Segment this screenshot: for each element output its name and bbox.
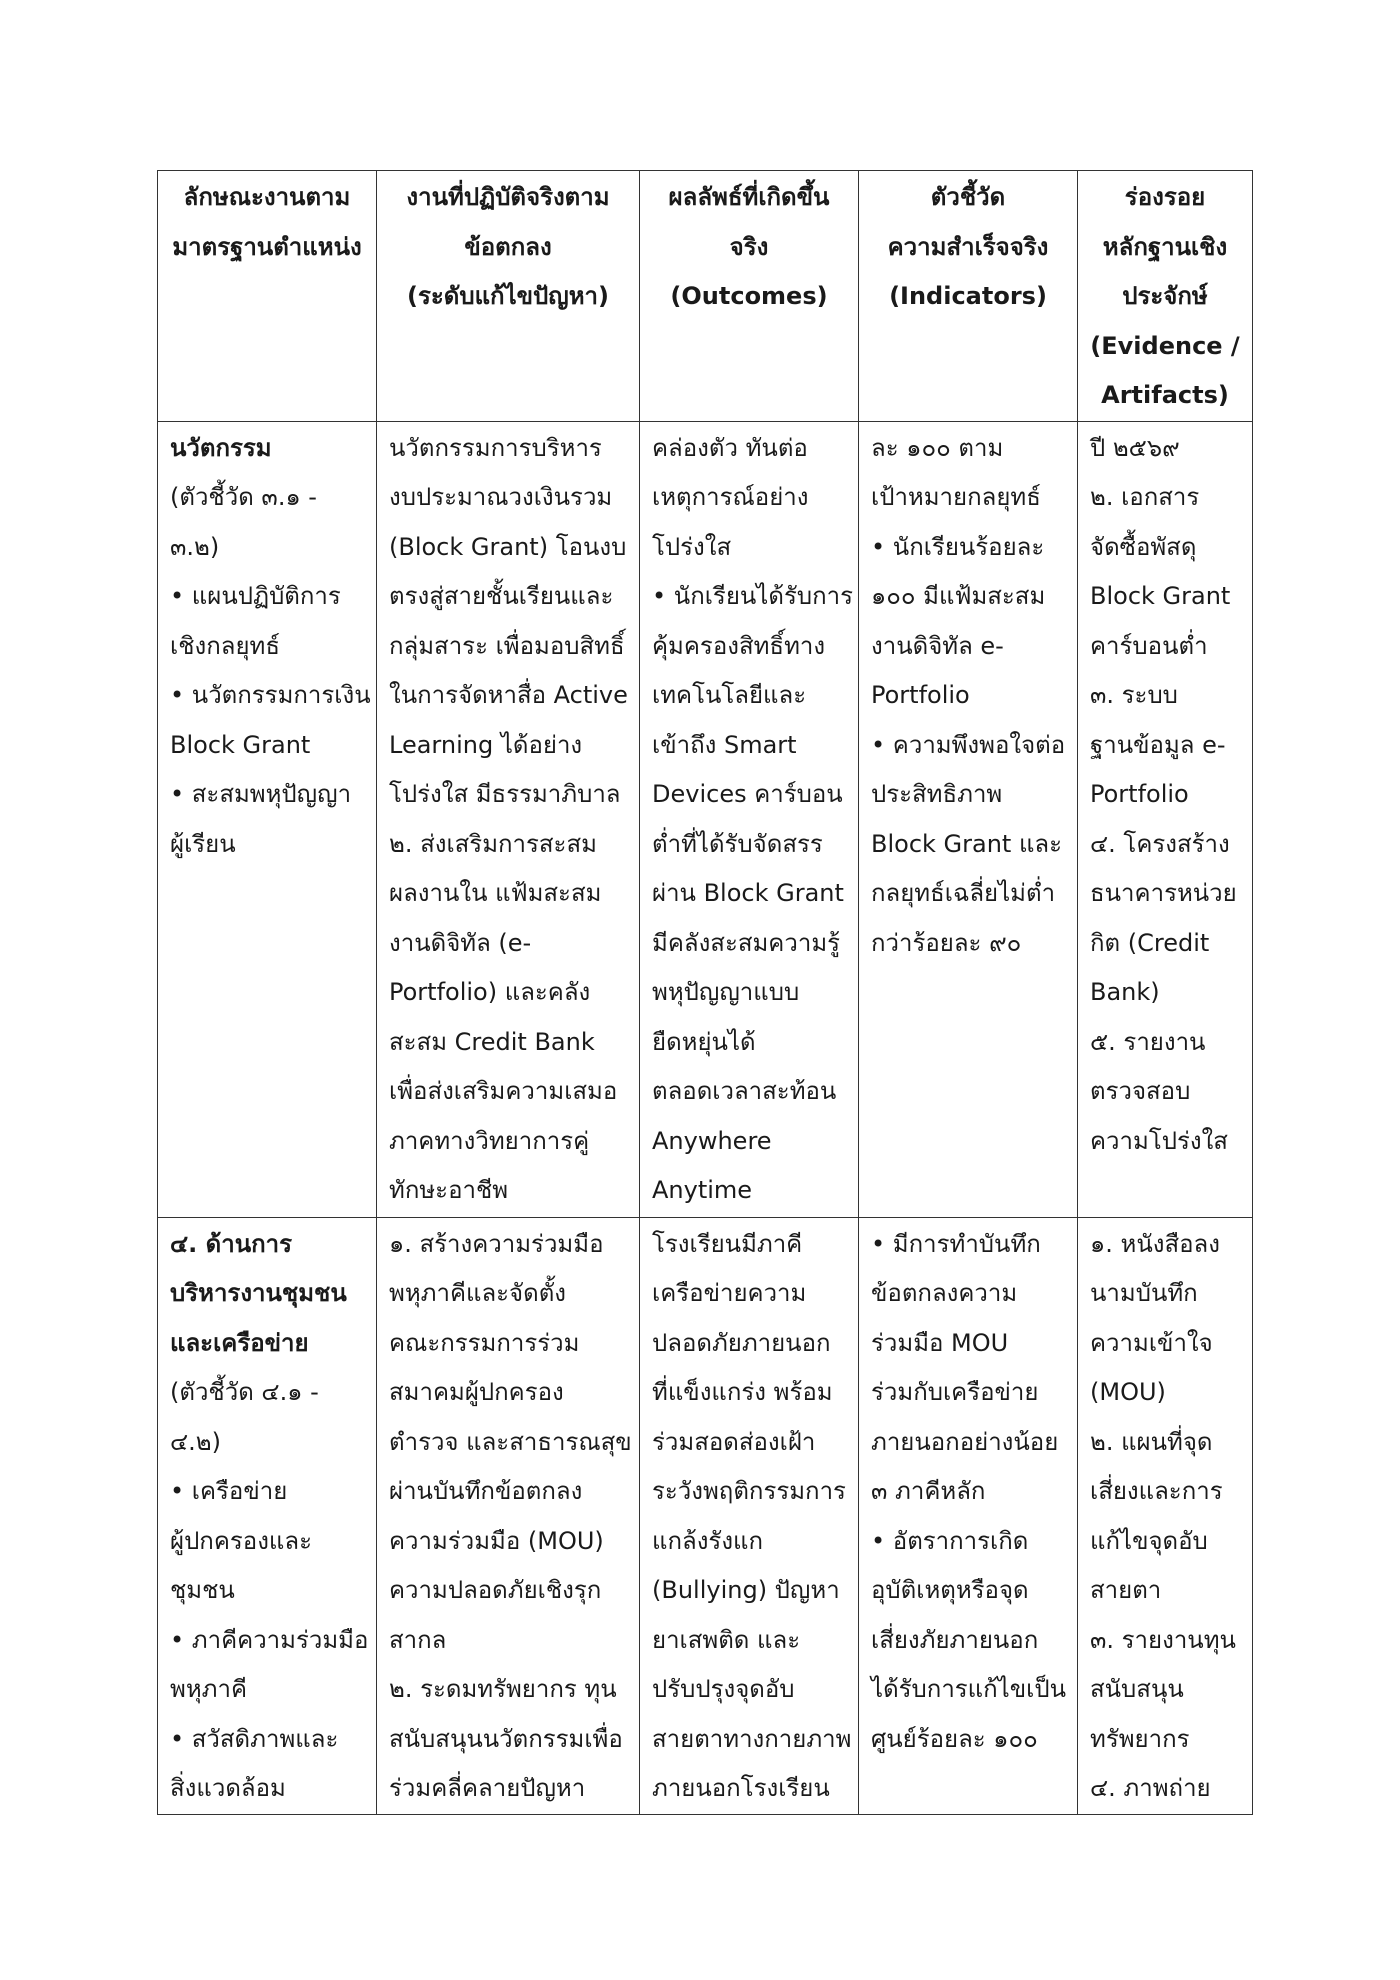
text-line: งานดิจิทัล (e-	[389, 928, 532, 957]
text-line: ความเข้าใจ	[1090, 1328, 1213, 1357]
text-line: (Evidence /	[1090, 331, 1240, 360]
text-line: • นักเรียนร้อยละ	[871, 532, 1045, 561]
text-line: คุ้มครองสิทธิ์ทาง	[652, 631, 826, 660]
text-line: ร่วมมือ MOU	[871, 1328, 1009, 1357]
text-line: Devices คาร์บอน	[652, 780, 843, 808]
text-line: เชิงกลยุทธ์	[170, 631, 280, 660]
text-line: เทคโนโลยีและ	[652, 681, 807, 709]
text-line: (Bullying) ปัญหา	[652, 1576, 840, 1604]
text-line: ทรัพยากร	[1090, 1724, 1190, 1753]
text-line: ทักษะอาชีพ	[389, 1176, 509, 1204]
cell-outcomes	[640, 421, 859, 1217]
text-line: ๓. รายงานทุน	[1090, 1625, 1236, 1654]
text-line: ฐานข้อมูล e-	[1090, 730, 1226, 759]
text-line: คาร์บอนต่ำ	[1090, 631, 1208, 660]
performance-table	[157, 170, 1253, 1815]
text-line: ที่แข็งแกร่ง พร้อม	[652, 1378, 833, 1406]
text-line: ภาคทางวิทยาการคู่	[389, 1126, 590, 1155]
text-line: (Block Grant) โอนงบ	[389, 532, 627, 561]
header-indicators	[859, 171, 1078, 422]
text-line: แกล้งรังแก	[652, 1526, 764, 1555]
text-line: • มีการทำบันทึก	[871, 1229, 1041, 1258]
text-line: ความสำเร็จจริง	[887, 232, 1049, 261]
text-line: ตรงสู่สายชั้นเรียนและ	[389, 582, 614, 610]
text-line: ข้อตกลง	[464, 232, 552, 261]
text-line: เข้าถึง Smart	[652, 730, 797, 759]
area-details	[170, 473, 371, 869]
text-line: Block Grant	[170, 730, 311, 759]
text-line: Block Grant	[1090, 582, 1231, 610]
text-line: ระวังพฤติกรรมการ	[652, 1477, 846, 1505]
text-line: สิ่งแวดล้อม	[170, 1774, 286, 1802]
text-line: พหุภาคี	[170, 1675, 247, 1703]
text-line: ร่วมสอดส่องเฝ้า	[652, 1427, 816, 1456]
text-line: ๒. ส่งเสริมการสะสม	[389, 829, 597, 858]
text-line: เพื่อส่งเสริมความเสมอ	[389, 1077, 618, 1105]
text-line: ลักษณะงานตาม	[183, 183, 351, 211]
text-line: ๑๐๐ มีแฟ้มสะสม	[871, 582, 1046, 610]
text-line: ร่วมกับเครือข่าย	[871, 1378, 1039, 1406]
text-line: Anytime	[652, 1176, 753, 1204]
text-line: • แผนปฏิบัติการ	[170, 582, 341, 610]
header-outcomes	[640, 171, 859, 422]
text-line: จริง	[729, 232, 769, 261]
text-line: ๑. หนังสือลง	[1090, 1229, 1220, 1258]
text-line: ปี ๒๕๖๙	[1090, 433, 1180, 462]
text-line: (ระดับแก้ไขปัญหา)	[407, 282, 609, 310]
text-line: Portfolio	[1090, 780, 1189, 808]
text-line: สะสม Credit Bank	[389, 1027, 595, 1056]
cell-area	[158, 421, 377, 1217]
text-line: ในการจัดหาสื่อ Active	[389, 681, 628, 709]
text-line: ผู้ปกครองและ	[170, 1526, 312, 1555]
text-line: เครือข่ายความ	[652, 1279, 807, 1307]
text-line: นามบันทึก	[1090, 1279, 1198, 1307]
text-line: เสี่ยงภัยภายนอก	[871, 1625, 1039, 1654]
text-line: นวัตกรรม	[170, 433, 272, 462]
text-line: กลุ่มสาระ เพื่อมอบสิทธิ์	[389, 631, 625, 660]
text-line: ๒. แผนที่จุด	[1090, 1427, 1213, 1456]
text-line: ร่วมคลี่คลายปัญหา	[389, 1774, 586, 1802]
text-line: กลยุทธ์เฉลี่ยไม่ต่ำ	[871, 879, 1056, 907]
text-line: Bank)	[1090, 978, 1160, 1006]
text-line: กว่าร้อยละ ๙๐	[871, 928, 1022, 957]
text-line: สายตา	[1090, 1576, 1162, 1604]
text-line: (Indicators)	[889, 282, 1047, 310]
text-line: คล่องตัว ทันต่อ	[652, 433, 808, 462]
text-line: ตลอดเวลาสะท้อน	[652, 1077, 837, 1105]
text-line: (ตัวชี้วัด ๔.๑ -	[170, 1378, 319, 1406]
text-line: ภายนอกอย่างน้อย	[871, 1427, 1059, 1456]
text-line: เสี่ยงและการ	[1090, 1477, 1223, 1505]
table-row	[158, 1217, 1253, 1814]
text-line: ละ ๑๐๐ ตาม	[871, 433, 1004, 462]
text-line: ประสิทธิภาพ	[871, 780, 1003, 808]
text-line: ๓.๒)	[170, 532, 220, 561]
cell-work	[377, 1217, 640, 1814]
text-line: • สะสมพหุปัญญา	[170, 780, 352, 808]
text-line: พหุปัญญาแบบ	[652, 978, 800, 1006]
text-line: มาตรฐานตำแหน่ง	[172, 232, 362, 261]
text-line: ตรวจสอบ	[1090, 1077, 1191, 1105]
text-line: พหุภาคีและจัดตั้ง	[389, 1279, 567, 1307]
text-line: งานที่ปฏิบัติจริงตาม	[406, 183, 610, 211]
text-line: ความปลอดภัยเชิงรุก	[389, 1576, 602, 1604]
text-line: ๑. สร้างความร่วมมือ	[389, 1229, 604, 1258]
text-line: ยืดหยุ่นได้	[652, 1027, 756, 1056]
text-line: สนับสนุนนวัตกรรมเพื่อ	[389, 1724, 623, 1753]
text-line: ความโปร่งใส	[1090, 1126, 1228, 1155]
text-line: โปร่งใส มีธรรมาภิบาล	[389, 780, 621, 808]
cell-work	[377, 421, 640, 1217]
text-line: ๒. เอกสาร	[1090, 483, 1200, 511]
text-line: ได้รับการแก้ไขเป็น	[871, 1675, 1066, 1703]
text-line: บริหารงานชุมชน	[170, 1279, 347, 1307]
text-line: ศูนย์ร้อยละ ๑๐๐	[871, 1724, 1038, 1753]
text-line: สายตาทางกายภาพ	[652, 1724, 852, 1753]
table-row	[158, 421, 1253, 1217]
cell-outcomes	[640, 1217, 859, 1814]
text-line: ผลงานใน แฟ้มสะสม	[389, 879, 602, 907]
text-line: เป้าหมายกลยุทธ์	[871, 483, 1041, 511]
text-line: ภายนอกโรงเรียน	[652, 1774, 830, 1802]
text-line: (MOU)	[1090, 1378, 1166, 1406]
cell-evidence	[1078, 421, 1253, 1217]
text-line: • ความพึงพอใจต่อ	[871, 730, 1066, 759]
text-line: ๒. ระดมทรัพยากร ทุน	[389, 1675, 617, 1703]
text-line: • นักเรียนได้รับการ	[652, 582, 853, 610]
text-line: ยาเสพติด และ	[652, 1625, 801, 1654]
text-line: จัดซื้อพัสดุ	[1090, 532, 1197, 561]
text-line: ผ่าน Block Grant	[652, 879, 844, 907]
text-line: ความร่วมมือ (MOU)	[389, 1526, 604, 1555]
text-line: ๔. ด้านการ	[170, 1229, 293, 1258]
text-line: (ตัวชี้วัด ๓.๑ -	[170, 483, 317, 511]
text-line: ผู้เรียน	[170, 829, 236, 858]
text-line: ตำรวจ และสาธารณสุข	[389, 1427, 632, 1456]
area-title	[170, 424, 364, 474]
text-line: Anywhere	[652, 1126, 772, 1155]
text-line: ตัวชี้วัด	[930, 183, 1006, 211]
cell-area	[158, 1217, 377, 1814]
text-line: หลักฐานเชิง	[1102, 232, 1228, 261]
text-line: ร่องรอย	[1124, 183, 1206, 211]
text-line: ธนาคารหน่วย	[1090, 879, 1237, 907]
text-line: และเครือข่าย	[170, 1328, 309, 1357]
text-line: • นวัตกรรมการเงิน	[170, 681, 371, 709]
text-line: โรงเรียนมีภาคี	[652, 1229, 803, 1258]
text-line: เหตุการณ์อย่าง	[652, 483, 809, 511]
text-line: ๕. รายงาน	[1090, 1027, 1206, 1056]
area-title	[170, 1220, 364, 1369]
text-line: Portfolio) และคลัง	[389, 978, 591, 1006]
text-line: ชุมชน	[170, 1576, 235, 1604]
text-line: กิต (Credit	[1090, 928, 1210, 957]
text-line: ปรับปรุงจุดอับ	[652, 1675, 795, 1703]
text-line: Portfolio	[871, 681, 970, 709]
text-line: สากล	[389, 1625, 447, 1654]
cell-evidence	[1078, 1217, 1253, 1814]
header-job-standard	[158, 171, 377, 422]
text-line: Block Grant และ	[871, 829, 1063, 858]
text-line: คณะกรรมการร่วม	[389, 1328, 580, 1357]
text-line: ๓. ระบบ	[1090, 681, 1178, 709]
text-line: ประจักษ์	[1122, 282, 1208, 310]
header-evidence	[1078, 171, 1253, 422]
text-line: • อัตราการเกิด	[871, 1526, 1029, 1555]
text-line: (Outcomes)	[670, 282, 828, 310]
text-line: Learning ได้อย่าง	[389, 730, 583, 759]
text-line: ต่ำที่ได้รับจัดสรร	[652, 829, 823, 858]
header-actual-work	[377, 171, 640, 422]
text-line: สนับสนุน	[1090, 1675, 1184, 1703]
text-line: ๔.๒)	[170, 1427, 221, 1456]
text-line: • สวัสดิภาพและ	[170, 1724, 339, 1753]
text-line: • เครือข่าย	[170, 1477, 288, 1505]
text-line: โปร่งใส	[652, 532, 732, 561]
text-line: ผ่านบันทึกข้อตกลง	[389, 1477, 583, 1505]
text-line: Artifacts)	[1101, 381, 1229, 409]
cell-indicators	[859, 1217, 1078, 1814]
text-line: นวัตกรรมการบริหาร	[389, 433, 602, 462]
text-line: งานดิจิทัล e-	[871, 631, 1004, 660]
text-line: ผลลัพธ์ที่เกิดขึ้น	[668, 183, 830, 211]
text-line: อุบัติเหตุหรือจุด	[871, 1576, 1029, 1604]
text-line: ๔. ภาพถ่าย	[1090, 1774, 1211, 1802]
text-line: มีคลังสะสมความรู้	[652, 928, 841, 957]
text-line: • ภาคีความร่วมมือ	[170, 1625, 369, 1654]
text-line: ๔. โครงสร้าง	[1090, 829, 1230, 858]
text-line: งบประมาณวงเงินรวม	[389, 483, 613, 511]
text-line: ข้อตกลงความ	[871, 1279, 1018, 1307]
text-line: แก้ไขจุดอับ	[1090, 1526, 1208, 1555]
text-line: สมาคมผู้ปกครอง	[389, 1378, 564, 1406]
text-line: ปลอดภัยภายนอก	[652, 1328, 831, 1357]
cell-indicators	[859, 421, 1078, 1217]
table-header-row	[158, 171, 1253, 422]
area-details	[170, 1368, 369, 1814]
text-line: ๓ ภาคีหลัก	[871, 1477, 986, 1505]
